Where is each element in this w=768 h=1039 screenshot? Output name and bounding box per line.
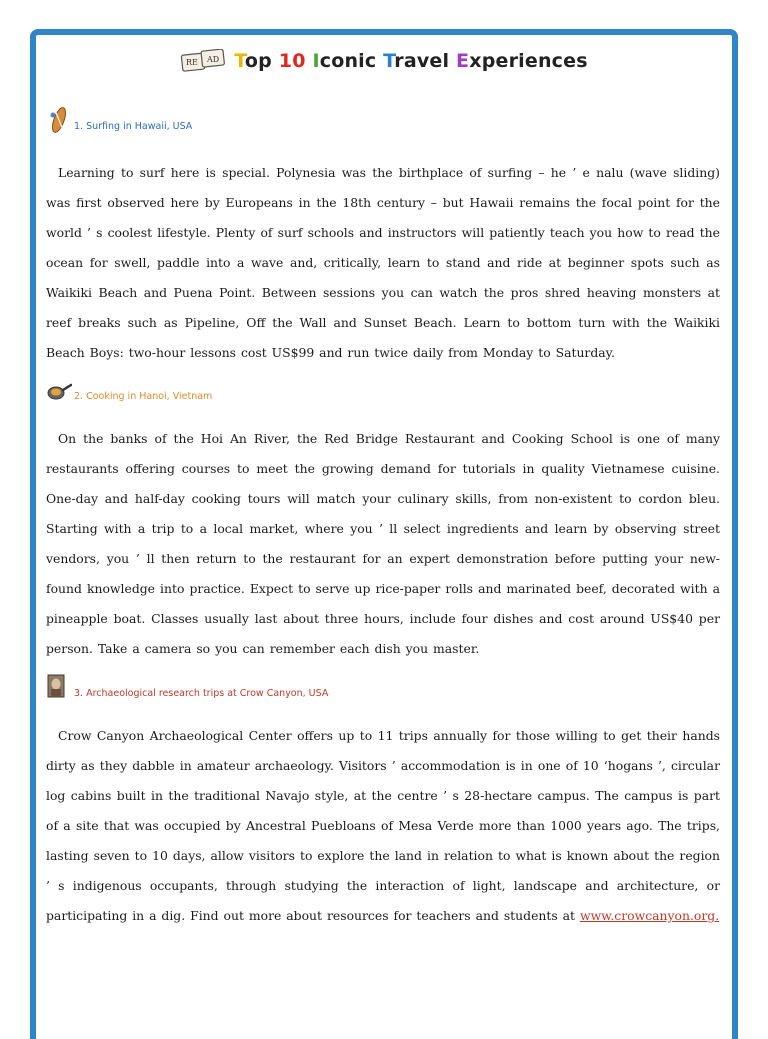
section-heading-cooking [46,376,212,404]
read-badge-icon [180,49,228,73]
title-part: conic [319,50,384,72]
section-title: 2. Cooking in Hanoi, Vietnam [74,391,213,402]
section-body-surfing: Learning to surf here is special. Polynesia was the birthplace of surfing – he ’ e nalu (wave sliding) was first observed here by Europeans in the 18th century – but Hawaii remains the focal point for the world ’ s coolest lifestyle. Plenty of surf schools and instructors will patiently teach you how to read the ocean for swell, paddle into a wave and, critically, learn to stand and ride at beginner spots such as Waikiki Beach and Puena Point. Between sessions you can watch the pros shred heaving monsters at reef breaks such as Pipeline, Off the Wall and Sunset Beach. Learn to bottom turn with the Waikiki Beach Boys: two-hour lessons cost US$99 and run twice daily from Monday to Saturday. [46,165,720,360]
title-part: T [383,50,395,72]
title-part: E [456,50,470,72]
title-part: 10 [278,50,306,72]
title-part: ravel [394,50,457,72]
page-header [0,49,768,73]
section-title: 1. Surfing in Hawaii, USA [74,121,193,132]
title-part: I [312,50,320,72]
surfboard-icon [46,106,72,134]
section-heading-surfing [46,106,192,134]
section-body-archaeology: Crow Canyon Archaeological Center offers up to 11 trips annually for those willing to get their hands dirty as they dabble in amateur archaeology. Visitors ’ accommodation is in one of 10 ‘hogans ’, circular log cabins built in the traditional Navajo style, at the centre ’ s 28-hectare campus. The campus is part of a site that was occupied by Ancestral Puebloans of Mesa Verde more than 1000 years ago. The trips, lasting seven to 10 days, allow visitors to explore the land in relation to what is known about the region ’ s indigenous occupants, through studying the interaction of light, landscape and architecture, or participating in a dig. Find out more about resources for teachers and students at www.crowcanyon.org. [46,728,720,923]
crowcanyon-link[interactable]: www.crowcanyon.org. [579,908,720,923]
section-body-cooking: On the banks of the Hoi An River, the Red Bridge Restaurant and Cooking School is one of many restaurants offering courses to meet the growing demand for tutorials in quality Vietnamese cuisine. One-day and half-day cooking tours will match your culinary skills, from non-existent to cordon bleu. Starting with a trip to a local market, where you ’ ll select ingredients and learn by observing street vendors, you ’ ll then return to the restaurant for an expert demonstration before putting your new-found knowledge into practice. Expect to serve up rice-paper rolls and marinated beef, decorated with a pineapple boat. Classes usually last about three hours, include four dishes and cost around US$40 per person. Take a camera so you can remember each dish you master. [46,431,720,656]
frying-pan-icon [46,376,72,404]
section-title: 3. Archaeological research trips at Crow Canyon, USA [74,688,329,699]
badge-text-1: RE [186,58,199,67]
title-part: op [244,50,279,72]
title-part: T [234,50,245,72]
title-part: xperiences [469,50,588,72]
portrait-icon [46,673,72,701]
page-title [234,50,587,72]
section-heading-archaeology [46,673,328,701]
badge-text-2: AD [207,55,220,64]
